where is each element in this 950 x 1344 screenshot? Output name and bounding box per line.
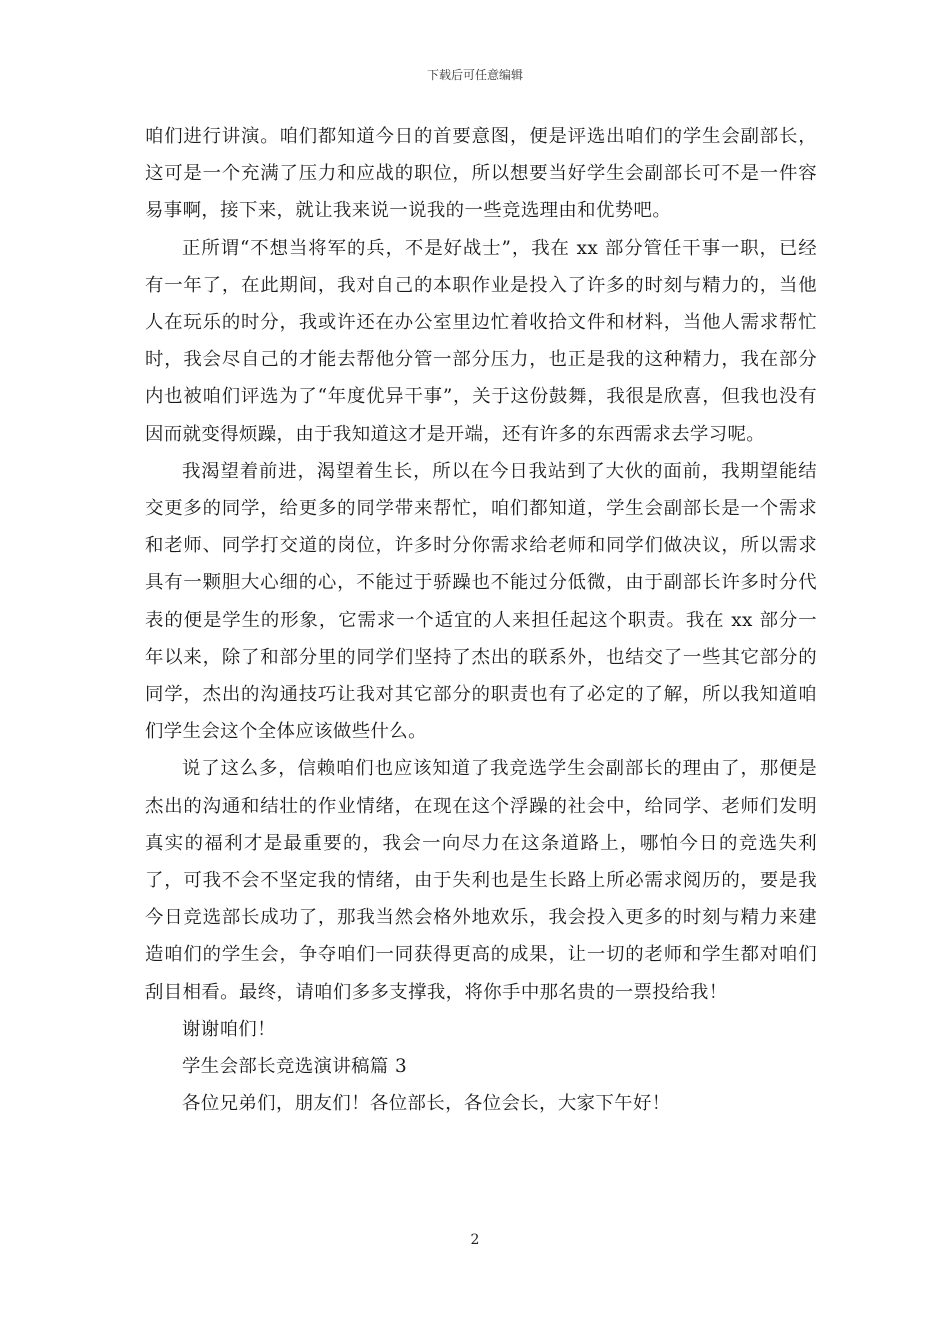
thanks-line: 谢谢咱们！: [182, 1018, 276, 1040]
page-header: 下载后可任意编辑: [426, 68, 523, 82]
document-body: [145, 118, 817, 1122]
paragraph-1: 咱们进行讲演。咱们都知道今日的首要意图，便是评选出咱们的学生会副部长，这可是一个充满了压力和应战的职位，所以想要当好学生会副部长可不是一件容易事啊，接下来，就让我来说一说我的一些竞选理由和优势吧。: [145, 126, 817, 222]
page-number: 2: [470, 1232, 480, 1248]
paragraph-2: 正所谓“不想当将军的兵，不是好战士”，我在 xx 部分管任干事一职，已经有一年了，在此期间，我对自己的本职作业是投入了许多的时刻与精力的，当他人在玩乐的时分，我或许还在办公室里边忙着收拾文件和材料，当他人需求帮忙时，我会尽自己的才能去帮他分管一部分压力，也正是我的这种精力，我在部分内也被咱们评选为了“年度优异干事”，关于这份鼓舞，我很是欣喜，但我也没有因而就变得烦躁，由于我知道这才是开端，还有许多的东西需求去学习呢。: [145, 237, 817, 445]
paragraph-3: 我渴望着前进，渴望着生长，所以在今日我站到了大伙的面前，我期望能结交更多的同学，给更多的同学带来帮忙，咱们都知道，学生会副部长是一个需求和老师、同学打交道的岗位，许多时分你需求给老师和同学们做决议，所以需求具有一颗胆大心细的心，不能过于骄躁也不能过分低微，由于副部长许多时分代表的便是学生的形象，它需求一个适宜的人来担任起这个职责。我在 xx 部分一年以来，除了和部分里的同学们坚持了杰出的联系外，也结交了一些其它部分的同学，杰出的沟通技巧让我对其它部分的职责也有了必定的了解，所以我知道咱们学生会这个全体应该做些什么。: [145, 460, 817, 743]
greeting-line: 各位兄弟们，朋友们！各位部长，各位会长，大家下午好！: [182, 1093, 671, 1115]
section-title: 学生会部长竞选演讲稿篇 3: [182, 1056, 408, 1078]
paragraph-4: 说了这么多，信赖咱们也应该知道了我竞选学生会副部长的理由了，那便是杰出的沟通和结壮的作业情绪，在现在这个浮躁的社会中，给同学、老师们发明真实的福利才是最重要的，我会一向尽力在这条道路上，哪怕今日的竞选失利了，可我不会不坚定我的情绪，由于失利也是生长路上所必需求阅历的，要是我今日竞选部长成功了，那我当然会格外地欢乐，我会投入更多的时刻与精力来建造咱们的学生会，争夺咱们一同获得更高的成果，让一切的老师和学生都对咱们刮目相看。最终，请咱们多多支撑我，将你手中那名贵的一票投给我！: [145, 758, 817, 1003]
